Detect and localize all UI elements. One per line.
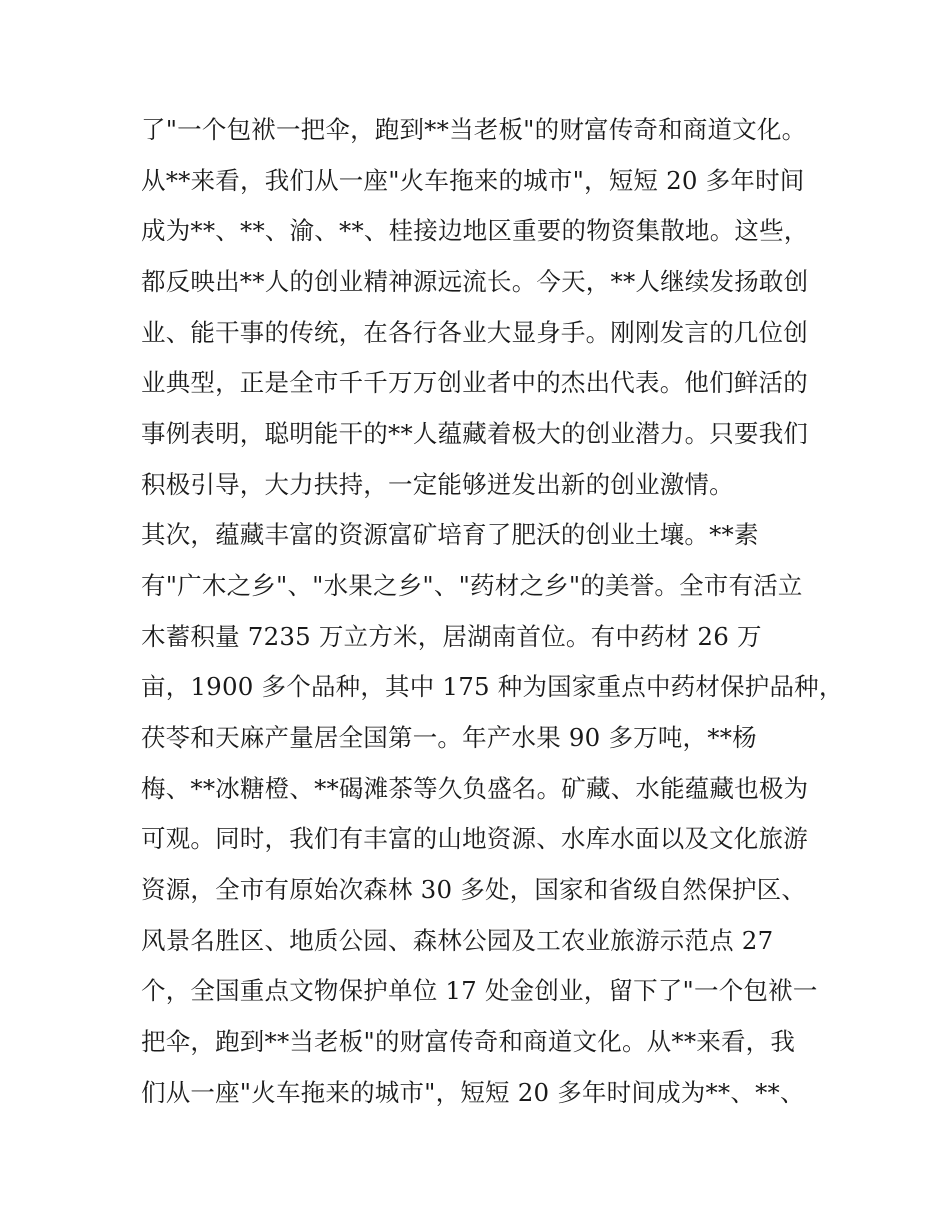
text-line-8: 积极引导，大力扶持，一定能够迸发出新的创业激情。 xyxy=(141,470,734,499)
text-line-1: 了"一个包袱一把伞，跑到**当老板"的财富传奇和商道文化。 xyxy=(141,115,807,144)
text-line-18: 个，全国重点文物保护单位 17 处金创业，留下了"一个包袱一 xyxy=(141,976,818,1005)
text-line-7: 事例表明，聪明能干的**人蕴藏着极大的创业潜力。只要我们 xyxy=(141,419,809,448)
text-line-15: 可观。同时，我们有丰富的山地资源、水库水面以及文化旅游 xyxy=(141,824,808,853)
text-line-10: 有"广木之乡"、"水果之乡"、"药材之乡"的美誉。全市有活立 xyxy=(141,571,803,600)
text-line-19: 把伞，跑到**当老板"的财富传奇和商道文化。从**来看，我 xyxy=(141,1027,796,1056)
text-line-2: 从**来看，我们从一座"火车拖来的城市"，短短 20 多年时间 xyxy=(141,166,805,195)
text-line-11: 木蓄积量 7235 万立方米，居湖南首位。有中药材 26 万 xyxy=(141,622,762,651)
text-line-5: 业、能干事的传统，在各行各业大显身手。刚刚发言的几位创 xyxy=(141,318,808,347)
text-line-4: 都反映出**人的创业精神源远流长。今天，**人继续发扬敢创 xyxy=(141,267,809,296)
text-line-12: 亩，1900 多个品种，其中 175 种为国家重点中药材保护品种， xyxy=(141,672,844,701)
text-line-14: 梅、**冰糖橙、**碣滩茶等久负盛名。矿藏、水能蕴藏也极为 xyxy=(141,774,809,803)
text-line-17: 风景名胜区、地质公园、森林公园及工农业旅游示范点 27 xyxy=(141,926,774,955)
text-line-3: 成为**、**、渝、**、桂接边地区重要的物资集散地。这些， xyxy=(141,216,809,245)
text-line-6: 业典型，正是全市千千万万创业者中的杰出代表。他们鲜活的 xyxy=(141,368,808,397)
text-line-9: 其次，蕴藏丰富的资源富矿培育了肥沃的创业土壤。**素 xyxy=(141,520,759,549)
text-line-13: 茯苓和天麻产量居全国第一。年产水果 90 多万吨，**杨 xyxy=(141,723,757,752)
text-line-20: 们从一座"火车拖来的城市"，短短 20 多年时间成为**、**、 xyxy=(141,1078,805,1107)
text-line-16: 资源，全市有原始次森林 30 多处，国家和省级自然保护区、 xyxy=(141,875,807,904)
